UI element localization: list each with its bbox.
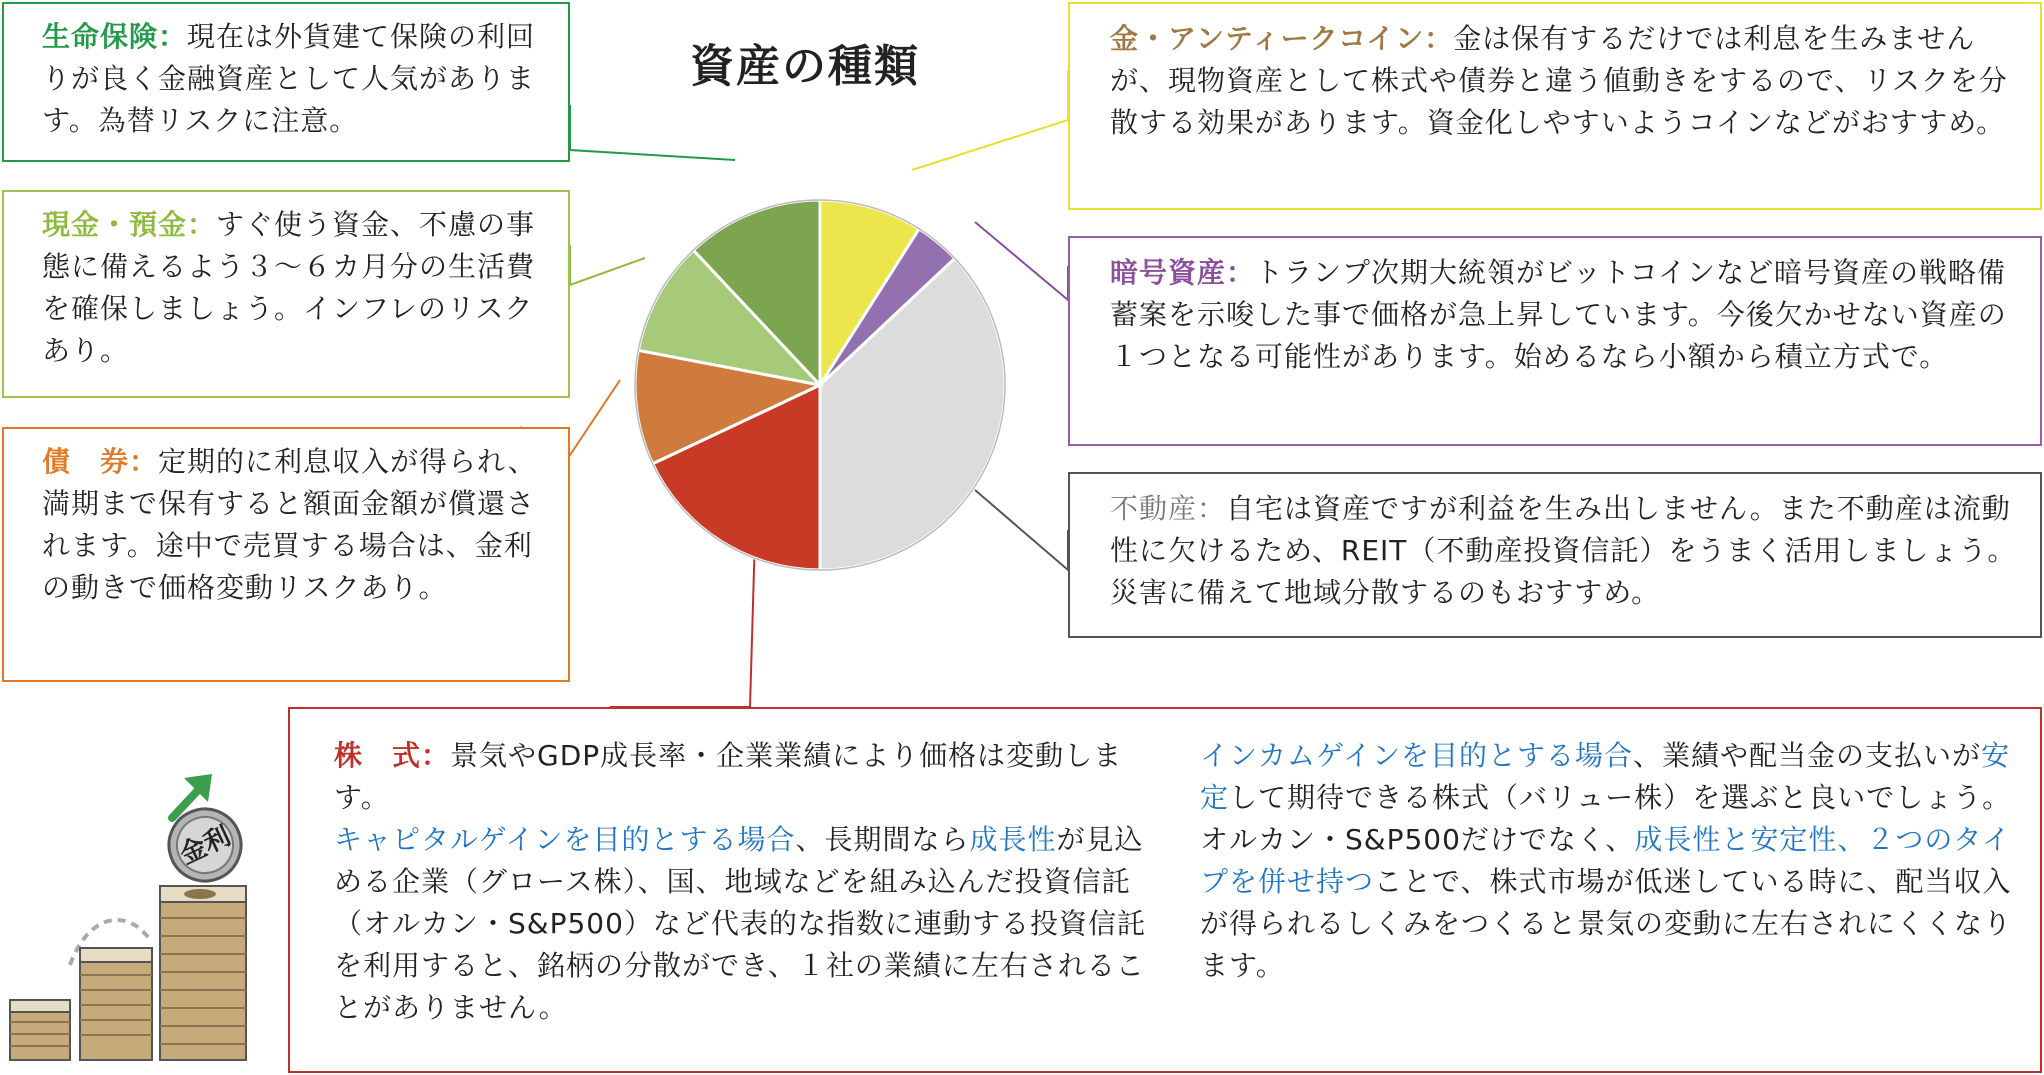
stock-text-1: 景気やGDP成長率・企業業績により価格は変動します。 bbox=[334, 739, 1123, 814]
stock-label: 株 式： bbox=[334, 739, 451, 772]
cash-deposit-text: すぐ使う資金、不慮の事態に備えるよう３〜６カ月分の生活費を確保しましょう。インフレのリスクあり。 bbox=[42, 208, 536, 367]
life-insurance-label: 生命保険： bbox=[42, 20, 188, 53]
coin-label: 金利 bbox=[175, 821, 236, 871]
stock-callout bbox=[610, 535, 755, 707]
stock-text-3: が見込める企業（グロース株）、国、地域などを組み込んだ投資信託（オルカン・S&P500）など代表的な指数に連動する投資信託を利用すると、銘柄の分散ができ、１社の業績に左右されることがありません。 bbox=[334, 823, 1146, 1024]
life-insurance-box bbox=[2, 2, 570, 162]
bond-label: 債 券： bbox=[42, 445, 159, 478]
growth-highlight: 成長性 bbox=[969, 823, 1057, 856]
crypto-box bbox=[1068, 236, 2042, 446]
stock-text-6: オルカン・S&P500だけでなく、 bbox=[1200, 823, 1635, 856]
real-estate-text: 自宅は資産ですが利益を生み出しません。また不動産は流動性に欠けるため、REIT（不動産投資信託）をうまく活用しましょう。災害に備えて地域分散するのもおすすめ。 bbox=[1110, 492, 2017, 609]
realestate-callout bbox=[975, 490, 1068, 570]
growth-stability-highlight: 成長性と安定性、２つのタイプを併せ持つ bbox=[1200, 823, 2011, 898]
stock-right-column bbox=[1200, 735, 2020, 987]
stock-text-5: して期待できる株式（バリュー株）を選ぶと良いでしょう。 bbox=[1229, 781, 2012, 814]
stock-left-column bbox=[334, 735, 1154, 1029]
cash-callout bbox=[570, 245, 645, 285]
cash-deposit-label: 現金・預金： bbox=[42, 208, 217, 241]
income-gain-highlight: インカムゲインを目的とする場合 bbox=[1200, 739, 1634, 772]
crypto-label: 暗号資産： bbox=[1110, 256, 1256, 289]
bond-box bbox=[2, 427, 570, 682]
stock-box bbox=[288, 707, 2042, 1073]
money-stack-medium bbox=[80, 948, 152, 1060]
page-title: 資産の種類 bbox=[690, 41, 920, 92]
real-estate-box bbox=[1068, 472, 2042, 638]
stock-text-7: ことで、株式市場が低迷している時に、配当収入が得られるしくみをつくると景気の変動に左右されにくくなります。 bbox=[1200, 865, 2013, 982]
stock-text-4: 、業績や配当金の支払いが bbox=[1633, 739, 1982, 772]
stock-text-2: 、長期間なら bbox=[795, 823, 970, 856]
life-insurance-text: 現在は外貨建て保険の利回りが良く金融資産として人気があります。為替リスクに注意。 bbox=[42, 20, 536, 137]
pie-chart bbox=[635, 200, 1005, 570]
stability-highlight: 安定 bbox=[1200, 739, 2011, 814]
gold-coin-label: 金・アンティークコイン： bbox=[1110, 22, 1454, 55]
money-stack-large bbox=[160, 886, 246, 1060]
gold-callout bbox=[912, 70, 1068, 170]
money-stack-illustration bbox=[0, 760, 270, 1070]
money-stack-small bbox=[10, 1000, 70, 1060]
capital-gain-highlight: キャピタルゲインを目的とする場合 bbox=[334, 823, 796, 856]
crypto-text: トランプ次期大統領がビットコインなど暗号資産の戦略備蓄案を示唆した事で価格が急上昇しています。今後欠かせない資産の１つとなる可能性があります。始めるなら小額から積立方式で。 bbox=[1110, 256, 2007, 373]
crypto-callout bbox=[975, 222, 1068, 300]
bond-text: 定期的に利息収入が得られ、満期まで保有すると額面金額が償還されます。途中で売買する場合は、金利の動きで価格変動リスクあり。 bbox=[42, 445, 537, 604]
real-estate-label: 不動産： bbox=[1110, 492, 1227, 525]
cash-deposit-box bbox=[2, 190, 570, 398]
gold-coin-text: 金は保有するだけでは利息を生みませんが、現物資産として株式や債券と違う値動きをするので、リスクを分散する効果があります。資金化しやすいようコインなどがおすすめ。 bbox=[1110, 22, 2008, 139]
life-callout bbox=[570, 105, 735, 160]
gold-coin-box bbox=[1068, 2, 2042, 210]
